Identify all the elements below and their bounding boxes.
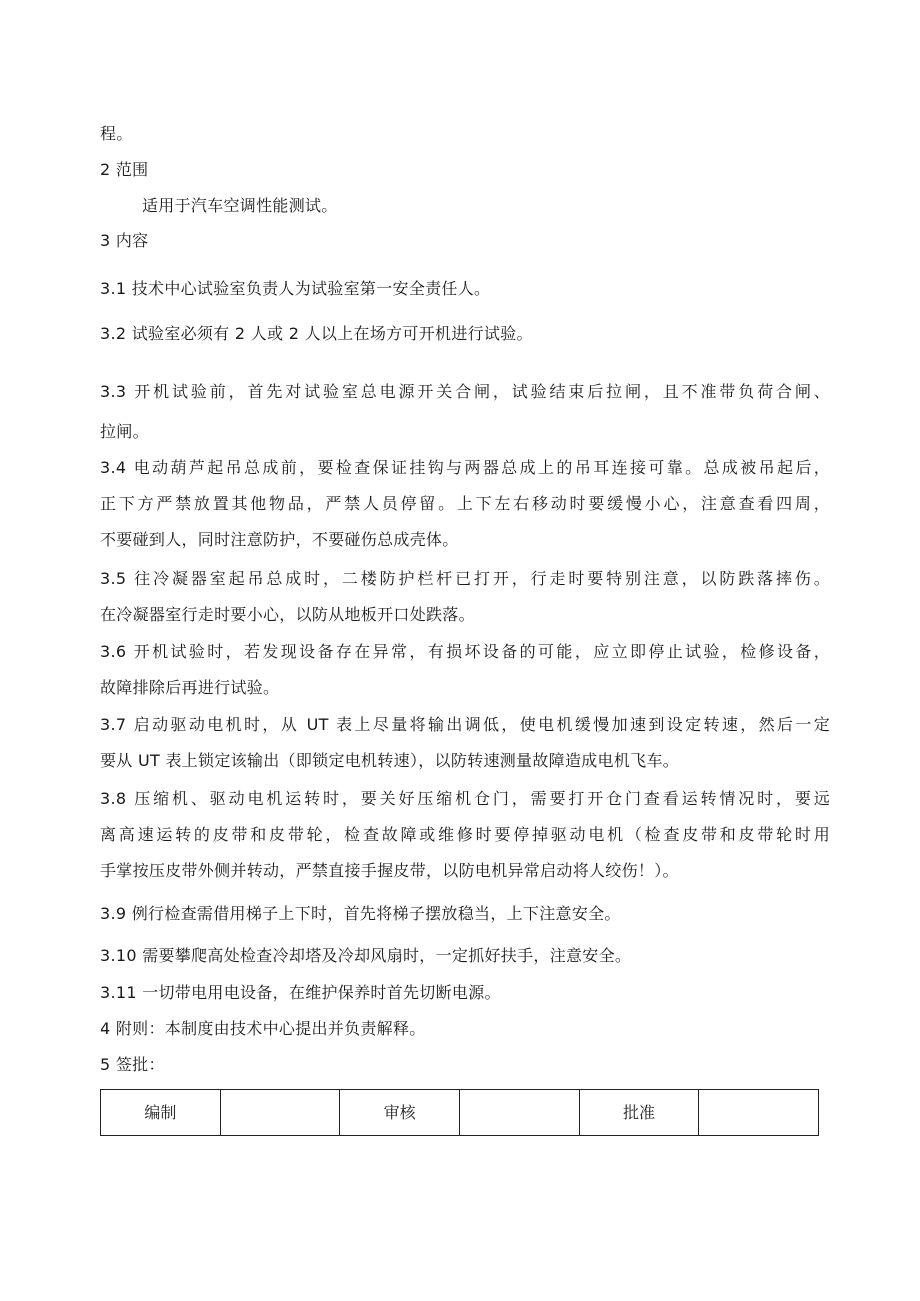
signoff-row <box>101 1090 819 1136</box>
clause-3-8-line-2: 离高速运转的皮带和皮带轮，检查故障或维修时要停掉驱动电机（检查皮带和皮带轮时用 <box>100 825 830 844</box>
clause-3-8-line-3: 手掌按压皮带外侧并转动，严禁直接手握皮带，以防电机异常启动将人绞伤！）。 <box>100 861 679 880</box>
clause-3-4-line-2: 正下方严禁放置其他物品，严禁人员停留。上下左右移动时要缓慢小心，注意查看四周， <box>100 494 830 513</box>
scope-text: 适用于汽车空调性能测试。 <box>142 196 338 215</box>
section-appendix: 4 附则：本制度由技术中心提出并负责解释。 <box>100 1019 426 1038</box>
clause-3-4-line-3: 不要碰到人，同时注意防护，不要碰伤总成壳体。 <box>100 530 459 549</box>
clause-3-3-line-1: 3.3 开机试验前，首先对试验室总电源开关合闸，试验结束后拉闸，且不准带负荷合闸、 <box>100 382 830 401</box>
compile-value <box>220 1090 340 1136</box>
clause-3-5-line-1: 3.5 往冷凝器室起吊总成时，二楼防护栏杆已打开，行走时要特别注意，以防跌落摔伤。 <box>100 569 830 588</box>
review-value <box>459 1090 579 1136</box>
clause-3-7-line-2: 要从 UT 表上锁定该输出（即锁定电机转速），以防转速测量故障造成电机飞车。 <box>100 751 680 770</box>
section-heading-scope: 2 范围 <box>100 160 149 179</box>
clause-3-2: 3.2 试验室必须有 2 人或 2 人以上在场方可开机进行试验。 <box>100 324 533 343</box>
review-label: 审核 <box>340 1090 460 1136</box>
clause-3-6-line-1: 3.6 开机试验时，若发现设备存在异常，有损坏设备的可能，应立即停止试验，检修设备， <box>100 642 830 661</box>
clause-3-5-line-2: 在冷凝器室行走时要小心，以防从地板开口处跌落。 <box>100 605 475 624</box>
clause-3-9: 3.9 例行检查需借用梯子上下时，首先将梯子摆放稳当，上下注意安全。 <box>100 904 621 923</box>
clause-3-1: 3.1 技术中心试验室负责人为试验室第一安全责任人。 <box>100 279 491 298</box>
clause-3-8-line-1: 3.8 压缩机、驱动电机运转时，要关好压缩机仓门，需要打开仓门查看运转情况时，要远 <box>100 789 830 808</box>
clause-3-6-line-2: 故障排除后再进行试验。 <box>100 678 280 697</box>
clause-3-3-line-2: 拉闸。 <box>100 422 149 441</box>
section-signoff: 5 签批： <box>100 1055 165 1074</box>
clause-3-7-line-1: 3.7 启动驱动电机时，从 UT 表上尽量将输出调低，使电机缓慢加速到设定转速，然后一定 <box>100 715 830 734</box>
section-heading-content: 3 内容 <box>100 231 149 250</box>
clause-3-10: 3.10 需要攀爬高处检查冷却塔及冷却风扇时，一定抓好扶手，注意安全。 <box>100 946 632 965</box>
approve-label: 批准 <box>579 1090 699 1136</box>
clause-3-4-line-1: 3.4 电动葫芦起吊总成前，要检查保证挂钩与两器总成上的吊耳连接可靠。总成被吊起后， <box>100 458 830 477</box>
signoff-table <box>100 1089 819 1136</box>
compile-label: 编制 <box>101 1090 221 1136</box>
clause-3-11: 3.11 一切带电用电设备，在维护保养时首先切断电源。 <box>100 983 501 1002</box>
paragraph-fragment: 程。 <box>100 124 133 143</box>
approve-value <box>699 1090 819 1136</box>
